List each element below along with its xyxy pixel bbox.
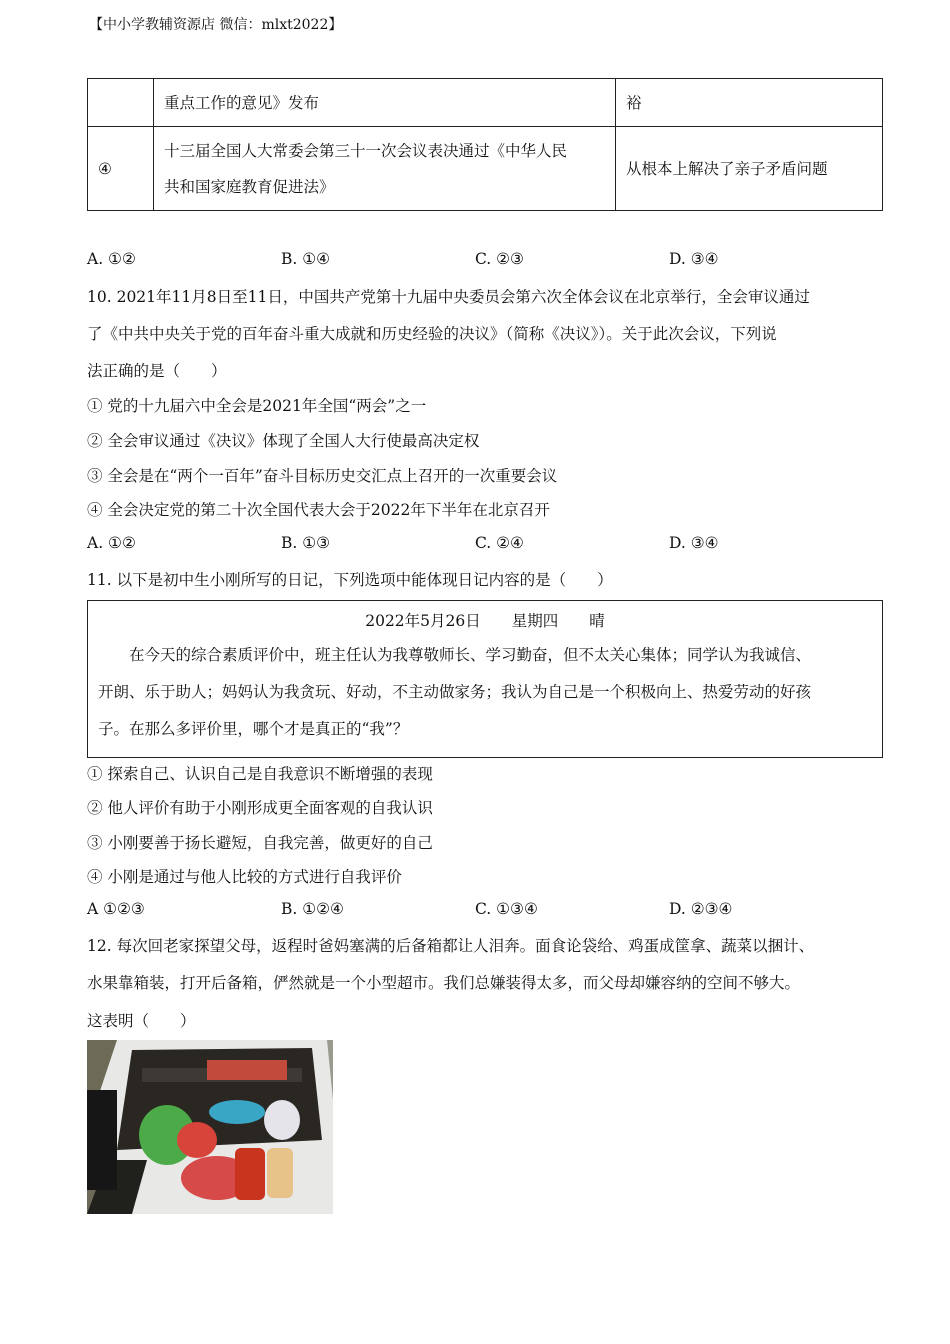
option-b[interactable]: B. ①③: [281, 534, 331, 552]
q11-item: ② 他人评价有助于小刚形成更全面客观的自我认识: [87, 799, 433, 817]
car-trunk-illustration: [87, 1040, 333, 1214]
option-a[interactable]: A. ①②: [87, 250, 136, 268]
diary-body: [88, 637, 882, 748]
table-cell-num: [88, 79, 154, 127]
table-cell-line: 共和国家庭教育促进法》: [164, 177, 335, 196]
header-text: 【中小学教辅资源店 微信：mlxt2022】: [89, 17, 343, 33]
q10-item: ④ 全会决定党的第二十次全国代表大会于2022年下半年在北京召开: [87, 501, 550, 519]
events-table: [87, 78, 883, 211]
q10-item: ① 党的十九届六中全会是2021年全国“两会”之一: [87, 397, 427, 415]
car-trunk-photo: [87, 1040, 333, 1214]
q9-options: [87, 250, 883, 268]
q10-stem-line: 法正确的是（ ）: [87, 362, 227, 380]
diary-line: 开朗、乐于助人；妈妈认为我贪玩、好动，不主动做家务；我认为自己是一个积极向上、热爱劳动的好孩: [98, 683, 812, 701]
option-c[interactable]: C. ①③④: [475, 900, 538, 918]
q11-item: ① 探索自己、认识自己是自我意识不断增强的表现: [87, 765, 433, 783]
table-cell-meaning: 裕: [616, 79, 883, 127]
q10-stem-line: 了《中共中央关于党的百年奋斗重大成就和历史经验的决议》（简称《决议》）。关于此次会议，下列说: [87, 325, 777, 343]
table-cell-num: ④: [88, 127, 154, 211]
option-a[interactable]: A. ①②: [87, 534, 136, 552]
option-c[interactable]: C. ②③: [475, 250, 524, 268]
q10-options: [87, 534, 883, 552]
q10-item: ③ 全会是在“两个一百年”奋斗目标历史交汇点上召开的一次重要会议: [87, 467, 558, 485]
table-cell-meaning: 从根本上解决了亲子矛盾问题: [616, 127, 883, 211]
q11-stem: 11. 以下是初中生小刚所写的日记，下列选项中能体现日记内容的是（ ）: [87, 571, 613, 589]
table-cell-line: 十三届全国人大常委会第三十一次会议表决通过《中华人民: [164, 141, 568, 160]
option-b[interactable]: B. ①④: [281, 250, 331, 268]
q12-stem-line: 12. 每次回老家探望父母，返程时爸妈塞满的后备箱都让人泪奔。面食论袋给、鸡蛋成筐拿、蔬菜以捆计、: [87, 937, 815, 955]
diary-date: 2022年5月26日 星期四 晴: [365, 612, 605, 630]
q11-item: ③ 小刚要善于扬长避短，自我完善，做更好的自己: [87, 834, 433, 852]
option-a[interactable]: A ①②③: [87, 900, 145, 918]
diary-box: [87, 600, 883, 758]
table-cell-event: [154, 127, 616, 211]
diary-line: 在今天的综合素质评价中，班主任认为我尊敬师长、学习勤奋，但不太关心集体；同学认为我诚信、: [129, 646, 812, 664]
table-row: [88, 79, 883, 127]
option-d[interactable]: D. ③④: [669, 250, 719, 268]
q10-item: ② 全会审议通过《决议》体现了全国人大行使最高决定权: [87, 432, 480, 450]
table-row: [88, 127, 883, 211]
table-cell-event: 重点工作的意见》发布: [154, 79, 616, 127]
option-d[interactable]: D. ②③④: [669, 900, 733, 918]
q12-stem-line: 这表明（ ）: [87, 1012, 196, 1030]
q11-options: [87, 900, 883, 918]
diary-line: 子。在那么多评价里，哪个才是真正的“我”？: [98, 720, 409, 738]
option-c[interactable]: C. ②④: [475, 534, 524, 552]
q12-stem-line: 水果靠箱装，打开后备箱，俨然就是一个小型超市。我们总嫌装得太多，而父母却嫌容纳的空间不够大。: [87, 974, 801, 992]
q10-stem-line: 10. 2021年11月8日至11日，中国共产党第十九届中央委员会第六次全体会议在北京举行，全会审议通过: [87, 288, 810, 306]
option-d[interactable]: D. ③④: [669, 534, 719, 552]
option-b[interactable]: B. ①②④: [281, 900, 344, 918]
q11-item: ④ 小刚是通过与他人比较的方式进行自我评价: [87, 868, 402, 886]
